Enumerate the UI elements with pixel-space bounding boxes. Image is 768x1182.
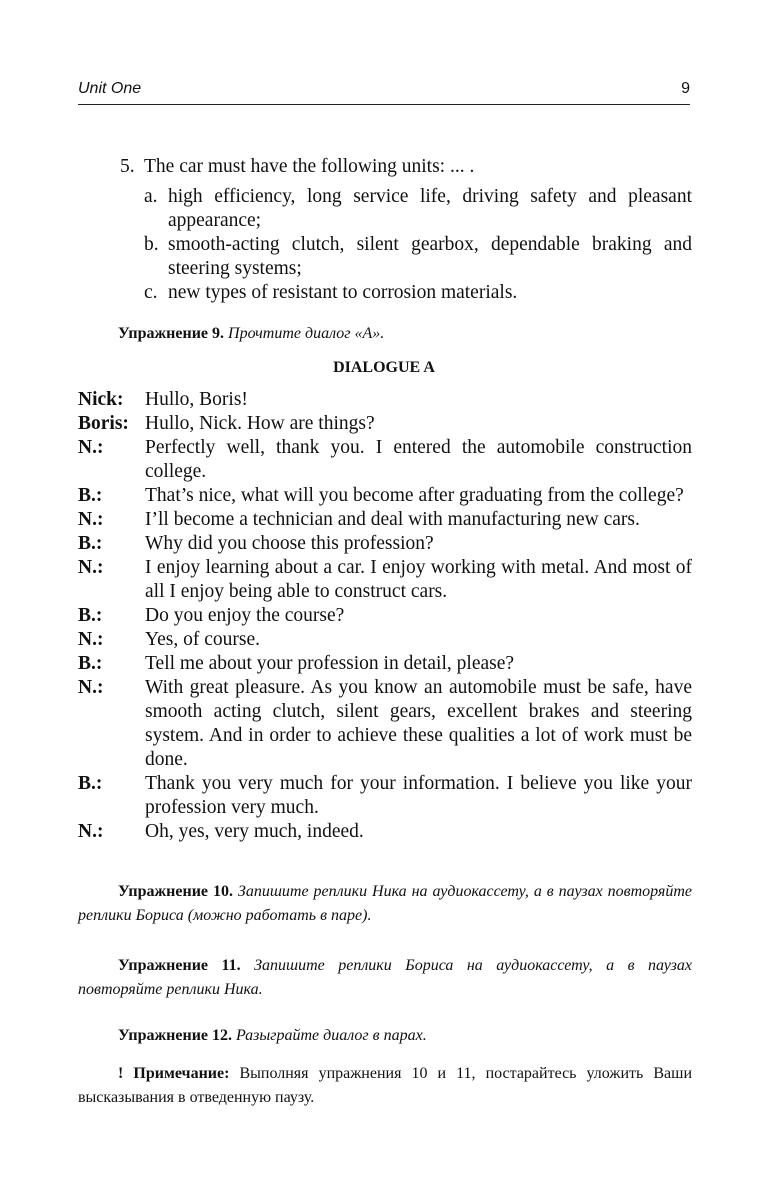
note-text: Выполняя упражнения 10 и 11, постарайтесь уложить Ваши высказывания в отведенную паузу. [78, 1065, 693, 1106]
question-text: The car must have the following units: ... . [144, 156, 475, 177]
exercise-11 [78, 954, 692, 1002]
exercise-label: Упражнение 9. [118, 325, 225, 342]
replica: Perfectly well, thank you. I entered the automobile construction college. [145, 437, 692, 482]
replica: Thank you very much for your information. I believe you like your profession very much. [145, 773, 692, 818]
page-number: 9 [681, 80, 690, 97]
exercise-instruction: Разыграйте диалог в парах. [236, 1027, 427, 1044]
speaker: B.: [78, 533, 103, 554]
dialogue-line [78, 628, 692, 652]
replica: That’s nice, what will you become after graduating from the college? [145, 485, 684, 506]
exclamation-icon: ! [118, 1065, 124, 1082]
dialogue-line [78, 388, 692, 412]
speaker: Nick: [78, 389, 124, 410]
question-number: 5. [120, 156, 135, 177]
answer-option-c [144, 281, 692, 305]
replica: Hullo, Nick. How are things? [145, 413, 375, 434]
note [78, 1062, 692, 1110]
speaker: N.: [78, 509, 104, 530]
option-text: new types of resistant to corrosion materials. [168, 282, 518, 303]
speaker: B.: [78, 605, 103, 626]
answer-option-b [144, 233, 692, 281]
dialogue [78, 388, 692, 844]
option-letter: a. [144, 186, 158, 207]
speaker: N.: [78, 437, 104, 458]
exercise-10 [78, 880, 692, 928]
dialogue-line [78, 532, 692, 556]
dialogue-title: DIALOGUE A [333, 359, 435, 376]
exercise-12 [78, 1024, 692, 1048]
exercise-9 [118, 325, 384, 343]
dialogue-line [78, 820, 692, 844]
replica: Tell me about your profession in detail, please? [145, 653, 515, 674]
speaker: N.: [78, 557, 104, 578]
option-text: high efficiency, long service life, driving safety and pleasant appearance; [168, 186, 692, 231]
exercise-instruction: Запишите реплики Ника на аудиокассету, а в паузах повторяйте реплики Бориса (можно работать в паре). [78, 883, 693, 924]
replica: Why did you choose this profession? [145, 533, 434, 554]
question-stem [120, 155, 692, 179]
answer-option-a [144, 185, 692, 233]
answer-options [120, 185, 692, 305]
replica: Yes, of course. [145, 629, 261, 650]
option-text: smooth-acting clutch, silent gearbox, dependable braking and steering systems; [168, 234, 692, 279]
speaker: N.: [78, 677, 104, 698]
replica: Do you enjoy the course? [145, 605, 345, 626]
exercise-label: Упражнение 11. [118, 957, 241, 974]
dialogue-line [78, 508, 692, 532]
note-label: Примечание: [133, 1065, 230, 1082]
exercise-instruction: Прочтите диалог «А». [228, 325, 385, 342]
dialogue-line [78, 412, 692, 436]
exercise-instruction: Запишите реплики Бориса на аудиокассету, а в паузах повторяйте реплики Ника. [78, 957, 693, 998]
replica: Hullo, Boris! [145, 389, 248, 410]
running-header [78, 78, 690, 105]
dialogue-line [78, 604, 692, 628]
option-letter: c. [144, 282, 158, 303]
question-5 [120, 155, 692, 305]
dialogue-line [78, 772, 692, 820]
dialogue-line [78, 676, 692, 772]
speaker: B.: [78, 773, 103, 794]
replica: Oh, yes, very much, indeed. [145, 821, 364, 842]
speaker: N.: [78, 821, 104, 842]
dialogue-line [78, 484, 692, 508]
replica: I’ll become a technician and deal with manufacturing new cars. [145, 509, 640, 530]
dialogue-line [78, 556, 692, 604]
speaker: N.: [78, 629, 104, 650]
option-letter: b. [144, 234, 159, 255]
exercise-label: Упражнение 10. [118, 883, 233, 900]
unit-title: Unit One [78, 80, 142, 97]
replica: With great pleasure. As you know an automobile must be safe, have smooth acting clutch, silent gears, excellent brakes and steering system. And in order to achieve these qualities a lot of work must be done. [145, 677, 692, 770]
exercise-label: Упражнение 12. [118, 1027, 233, 1044]
speaker: B.: [78, 485, 103, 506]
speaker: Boris: [78, 413, 129, 434]
speaker: B.: [78, 653, 103, 674]
replica: I enjoy learning about a car. I enjoy working with metal. And most of all I enjoy being able to construct cars. [145, 557, 692, 602]
dialogue-line [78, 436, 692, 484]
dialogue-line [78, 652, 692, 676]
